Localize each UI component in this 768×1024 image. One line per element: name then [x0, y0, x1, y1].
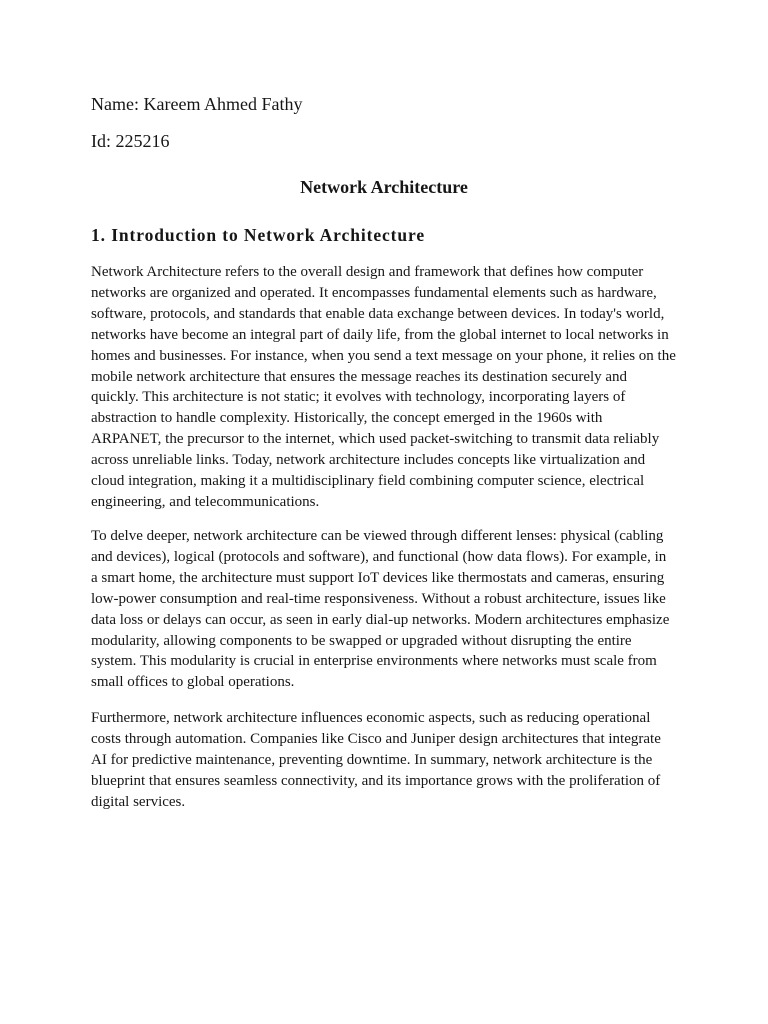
paragraph-line: cloud integration, making it a multidisciplinary field combining computer science, electrical	[91, 473, 645, 490]
paragraph-line: quickly. This architecture is not static; it evolves with technology, incorporating layers of	[91, 389, 626, 406]
paragraph-2	[91, 526, 691, 693]
paragraph-line: across unreliable links. Today, network architecture includes concepts like virtualization and	[91, 452, 646, 469]
paragraph-line: abstraction to handle complexity. Historically, the concept emerged in the 1960s with	[91, 410, 603, 427]
paragraph-line: AI for predictive maintenance, preventing downtime. In summary, network architecture is the	[91, 751, 653, 768]
paragraph-line: mobile network architecture that ensures the message reaches its destination securely and	[91, 368, 628, 385]
paragraph-line: engineering, and telecommunications.	[91, 493, 320, 510]
paragraph-line: homes and businesses. For instance, when you send a text message on your phone, it relies on the	[91, 347, 676, 364]
paragraph-line: modularity, allowing components to be swapped or upgraded without disrupting the entire	[91, 632, 632, 649]
paragraph-line: system. This modularity is crucial in enterprise environments where networks must scale from	[91, 653, 657, 670]
paragraph-line: Network Architecture refers to the overall design and framework that defines how computer	[91, 264, 644, 280]
paragraph-line: costs through automation. Companies like Cisco and Juniper design architectures that integrate	[91, 730, 661, 747]
paragraph-line: ARPANET, the precursor to the internet, which used packet-switching to transmit data reliably	[91, 431, 660, 448]
student-id: Id: 225216	[91, 131, 170, 151]
document-title: Network Architecture	[300, 177, 468, 197]
paragraph-line: networks are organized and operated. It encompasses fundamental elements such as hardware,	[91, 284, 657, 301]
paragraph-line: To delve deeper, network architecture can be viewed through different lenses: physical (cabling	[91, 528, 664, 544]
paragraph-line: networks have become an integral part of daily life, from the global internet to local networks in	[91, 326, 669, 343]
paragraph-line: digital services.	[91, 793, 186, 810]
paragraph-line: low-power consumption and real-time responsiveness. Without a robust architecture, issues like	[91, 590, 666, 607]
paragraph-line: blueprint that ensures seamless connectivity, and its importance grows with the proliferation of	[91, 772, 661, 789]
paragraph-line: a smart home, the architecture must support IoT devices like thermostats and cameras, ensuring	[91, 569, 665, 586]
section-heading: 1. Introduction to Network Architecture	[91, 225, 426, 245]
paragraph-line: software, protocols, and standards that enable data exchange between devices. In today's world,	[91, 305, 665, 322]
paragraph-1	[91, 262, 691, 513]
paragraph-line: data loss or delays can occur, as seen in early dial-up networks. Modern architectures emphasize	[91, 611, 670, 628]
author-name: Name: Kareem Ahmed Fathy	[91, 94, 303, 114]
paragraph-line: small offices to global operations.	[91, 674, 295, 691]
paragraph-line: and devices), logical (protocols and software), and functional (how data flows). For example, in	[91, 548, 667, 565]
paragraph-3	[91, 708, 691, 813]
paragraph-line: Furthermore, network architecture influences economic aspects, such as reducing operational	[91, 710, 651, 726]
